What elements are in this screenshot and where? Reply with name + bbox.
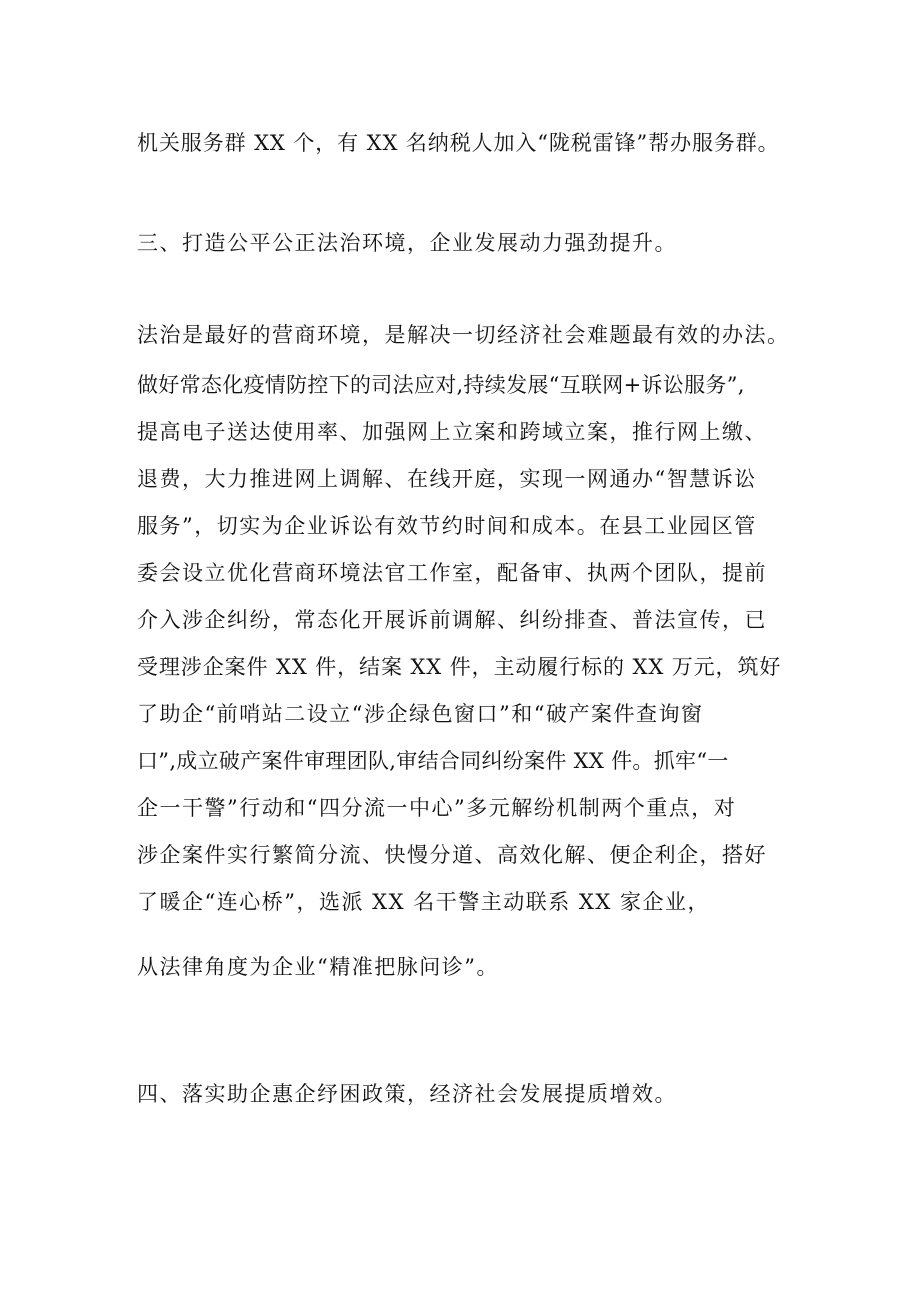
paragraph-line: 委会设立优化营商环境法官工作室，配备审、执两个团队，提前 [137, 561, 767, 585]
paragraph-line: 了助企“前哨站二设立“涉企绿色窗口”和“破产案件查询窗 [137, 702, 704, 726]
section-heading: 四、落实助企惠企纾困政策，经济社会发展提质增效。 [137, 1082, 677, 1106]
paragraph-line: 涉企案件实行繁简分流、快慢分道、高效化解、便企利企，搭好 [137, 843, 767, 867]
paragraph-line: 从法律角度为企业“精准把脉问诊”。 [137, 955, 499, 979]
section-heading: 三、打造公平公正法治环境，企业发展动力强劲提升。 [137, 231, 677, 255]
paragraph-line: 法治是最好的营商环境，是解决一切经济社会难题最有效的办法。 [137, 323, 790, 347]
paragraph-line: 机关服务群 XX 个，有 XX 名纳税人加入“陇税雷锋”帮办服务群。 [137, 131, 780, 155]
paragraph-line: 服务”，切实为企业诉讼有效节约时间和成本。在县工业园区管 [137, 514, 757, 538]
paragraph-line: 做好常态化疫情防控下的司法应对,持续发展“互联网+诉讼服务”, [137, 373, 745, 397]
paragraph-line: 提高电子送达使用率、加强网上立案和跨域立案，推行网上缴、 [137, 420, 767, 444]
paragraph-line: 口”,成立破产案件审理团队,审结合同纠纷案件 XX 件。抓牢“一 [137, 749, 729, 773]
paragraph-line: 退费，大力推进网上调解、在线开庭，实现一网通办“智慧诉讼 [137, 467, 757, 491]
paragraph-line: 了暖企“连心桥”，选派 XX 名干警主动联系 XX 家企业， [137, 890, 710, 914]
paragraph-line: 受理涉企案件 XX 件，结案 XX 件，主动履行标的 XX 万元，筑好 [137, 655, 782, 679]
paragraph-line: 介入涉企纠纷，常态化开展诉前调解、纠纷排查、普法宣传，已 [137, 608, 767, 632]
paragraph-line: 企一干警”行动和“四分流一中心”多元解纷机制两个重点，对 [137, 796, 737, 820]
